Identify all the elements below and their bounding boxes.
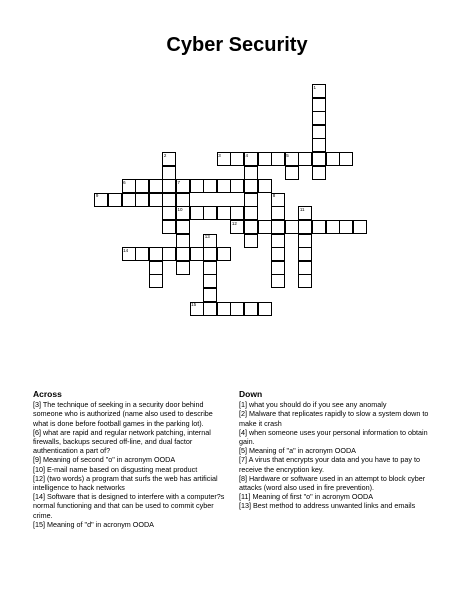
clue-number: 15 bbox=[191, 302, 197, 308]
grid-cell[interactable] bbox=[271, 261, 285, 275]
grid-cell[interactable] bbox=[176, 261, 190, 275]
grid-cell[interactable] bbox=[149, 261, 163, 275]
grid-cell[interactable] bbox=[258, 179, 272, 193]
grid-cell[interactable] bbox=[149, 179, 163, 193]
grid-cell[interactable] bbox=[298, 247, 312, 261]
grid-cell[interactable] bbox=[312, 111, 326, 125]
clue-number: 3 bbox=[218, 152, 221, 158]
down-clue: [1] what you should do if you see any anomaly bbox=[239, 400, 387, 410]
down-clue: [11] Meaning of first "o" in acronym OODA bbox=[239, 492, 373, 502]
grid-cell[interactable] bbox=[326, 220, 340, 234]
grid-cell[interactable] bbox=[217, 206, 231, 220]
clue-number: 12 bbox=[231, 220, 237, 226]
grid-cell[interactable] bbox=[162, 193, 176, 207]
clue-number: 1 bbox=[313, 84, 317, 90]
clue-number: 7 bbox=[177, 179, 181, 185]
grid-cell[interactable] bbox=[176, 193, 190, 207]
across-heading: Across bbox=[33, 389, 62, 399]
across-clue: [12] (two words) a program that surfs the web has artificial intelligence to hack networks bbox=[33, 473, 218, 493]
grid-cell[interactable] bbox=[203, 206, 217, 220]
clue-number: 8 bbox=[272, 193, 276, 199]
down-clue: [4] when someone uses your personal information to obtain gain. bbox=[239, 427, 428, 447]
grid-cell[interactable] bbox=[230, 302, 244, 316]
grid-cell[interactable] bbox=[135, 247, 149, 261]
grid-cell[interactable] bbox=[298, 220, 312, 234]
across-clue: [10] E-mail name based on disgusting meat product bbox=[33, 464, 198, 474]
grid-cell[interactable] bbox=[244, 302, 258, 316]
grid-cell[interactable] bbox=[162, 166, 176, 180]
grid-cell[interactable] bbox=[122, 193, 136, 207]
grid-cell[interactable] bbox=[203, 179, 217, 193]
grid-cell[interactable] bbox=[258, 220, 272, 234]
grid-cell[interactable] bbox=[203, 274, 217, 288]
grid-cell[interactable] bbox=[162, 247, 176, 261]
grid-cell[interactable] bbox=[244, 234, 258, 248]
down-clue: [13] Best method to address unwanted links and emails bbox=[239, 501, 416, 511]
grid-cell[interactable] bbox=[298, 274, 312, 288]
grid-cell[interactable] bbox=[162, 220, 176, 234]
clue-number: 2 bbox=[163, 152, 167, 158]
clue-number: 14 bbox=[123, 247, 129, 253]
grid-cell[interactable] bbox=[108, 193, 122, 207]
grid-cell[interactable] bbox=[149, 247, 163, 261]
grid-cell[interactable] bbox=[285, 166, 299, 180]
grid-cell[interactable] bbox=[271, 206, 285, 220]
grid-cell[interactable] bbox=[326, 152, 340, 166]
grid-cell[interactable] bbox=[312, 138, 326, 152]
grid-cell[interactable] bbox=[203, 261, 217, 275]
clue-number: 4 bbox=[245, 152, 249, 158]
grid-cell[interactable] bbox=[258, 302, 272, 316]
grid-cell[interactable] bbox=[217, 247, 231, 261]
grid-cell[interactable] bbox=[230, 179, 244, 193]
grid-cell[interactable] bbox=[135, 193, 149, 207]
grid-cell[interactable] bbox=[176, 247, 190, 261]
grid-cell[interactable] bbox=[339, 152, 353, 166]
grid-cell[interactable] bbox=[298, 234, 312, 248]
grid-cell[interactable] bbox=[217, 302, 231, 316]
grid-cell[interactable] bbox=[203, 288, 217, 302]
grid-cell[interactable] bbox=[271, 274, 285, 288]
grid-cell[interactable] bbox=[285, 220, 299, 234]
across-clue: [14] Software that is designed to interfere with a computer?s normal functioning and that can be used to commit cyber crime. bbox=[33, 492, 225, 520]
grid-cell[interactable] bbox=[135, 179, 149, 193]
grid-cell[interactable] bbox=[271, 247, 285, 261]
down-clue: [7] A virus that encrypts your data and you have to pay to receive the encryption key. bbox=[239, 455, 420, 474]
clue-number: 11 bbox=[299, 206, 305, 212]
clue-number: 6 bbox=[123, 179, 126, 185]
grid-cell[interactable] bbox=[312, 152, 326, 166]
grid-cell[interactable] bbox=[312, 98, 326, 112]
across-clue: [15] Meaning of "d" in acronym OODA bbox=[33, 519, 154, 529]
grid-cell[interactable] bbox=[298, 152, 312, 166]
grid-cell[interactable] bbox=[176, 234, 190, 248]
grid-cell[interactable] bbox=[203, 247, 217, 261]
clue-number: 5 bbox=[286, 152, 289, 158]
grid-cell[interactable] bbox=[339, 220, 353, 234]
grid-cell[interactable] bbox=[271, 152, 285, 166]
down-clue: [5] Meaning of "a" in acronym OODA bbox=[239, 446, 356, 456]
puzzle-title: Cyber Security bbox=[166, 34, 308, 56]
grid-cell[interactable] bbox=[244, 206, 258, 220]
grid-cell[interactable] bbox=[149, 193, 163, 207]
grid-cell[interactable] bbox=[312, 125, 326, 139]
grid-cell[interactable] bbox=[244, 193, 258, 207]
grid-cell[interactable] bbox=[312, 220, 326, 234]
grid-cell[interactable] bbox=[271, 234, 285, 248]
grid-cell[interactable] bbox=[298, 261, 312, 275]
clue-number: 9 bbox=[95, 193, 99, 199]
grid-cell[interactable] bbox=[162, 206, 176, 220]
grid-cell[interactable] bbox=[149, 274, 163, 288]
clue-number: 13 bbox=[204, 234, 210, 240]
grid-cell[interactable] bbox=[190, 247, 204, 261]
grid-cell[interactable] bbox=[203, 302, 217, 316]
grid-cell[interactable] bbox=[244, 166, 258, 180]
grid-cell[interactable] bbox=[244, 179, 258, 193]
grid-cell[interactable] bbox=[230, 152, 244, 166]
down-clues bbox=[239, 390, 441, 511]
across-clue: [9] Meaning of second "o" in acronym OODA bbox=[33, 455, 176, 465]
across-clue: [6] what are rapid and regular network patching, internal firewalls, backups secured off-line, and dual factor authentication a part of? bbox=[33, 427, 211, 456]
grid-cell[interactable] bbox=[190, 179, 204, 193]
down-heading: Down bbox=[239, 389, 263, 399]
clue-number: 10 bbox=[177, 206, 183, 212]
down-clue: [2] Malware that replicates rapidly to slow a system down to make it crash bbox=[239, 409, 429, 428]
grid-cell[interactable] bbox=[244, 220, 258, 234]
across-clues bbox=[33, 390, 229, 529]
grid-cell[interactable] bbox=[190, 206, 204, 220]
grid-cell[interactable] bbox=[353, 220, 367, 234]
across-clue: [3] The technique of seeking in a security door behind someone who is authorized (name also used to describe what is done before football games in the parking lot). bbox=[33, 400, 213, 428]
grid-cell[interactable] bbox=[176, 220, 190, 234]
down-clue: [8] Hardware or software used in an attempt to block cyber attacks (word also used in fire prevention). bbox=[239, 473, 426, 493]
grid-cell[interactable] bbox=[312, 166, 326, 180]
grid-cell[interactable] bbox=[271, 220, 285, 234]
grid-cell[interactable] bbox=[162, 179, 176, 193]
grid-cell[interactable] bbox=[258, 152, 272, 166]
grid-cell[interactable] bbox=[230, 206, 244, 220]
grid-cell[interactable] bbox=[217, 179, 231, 193]
